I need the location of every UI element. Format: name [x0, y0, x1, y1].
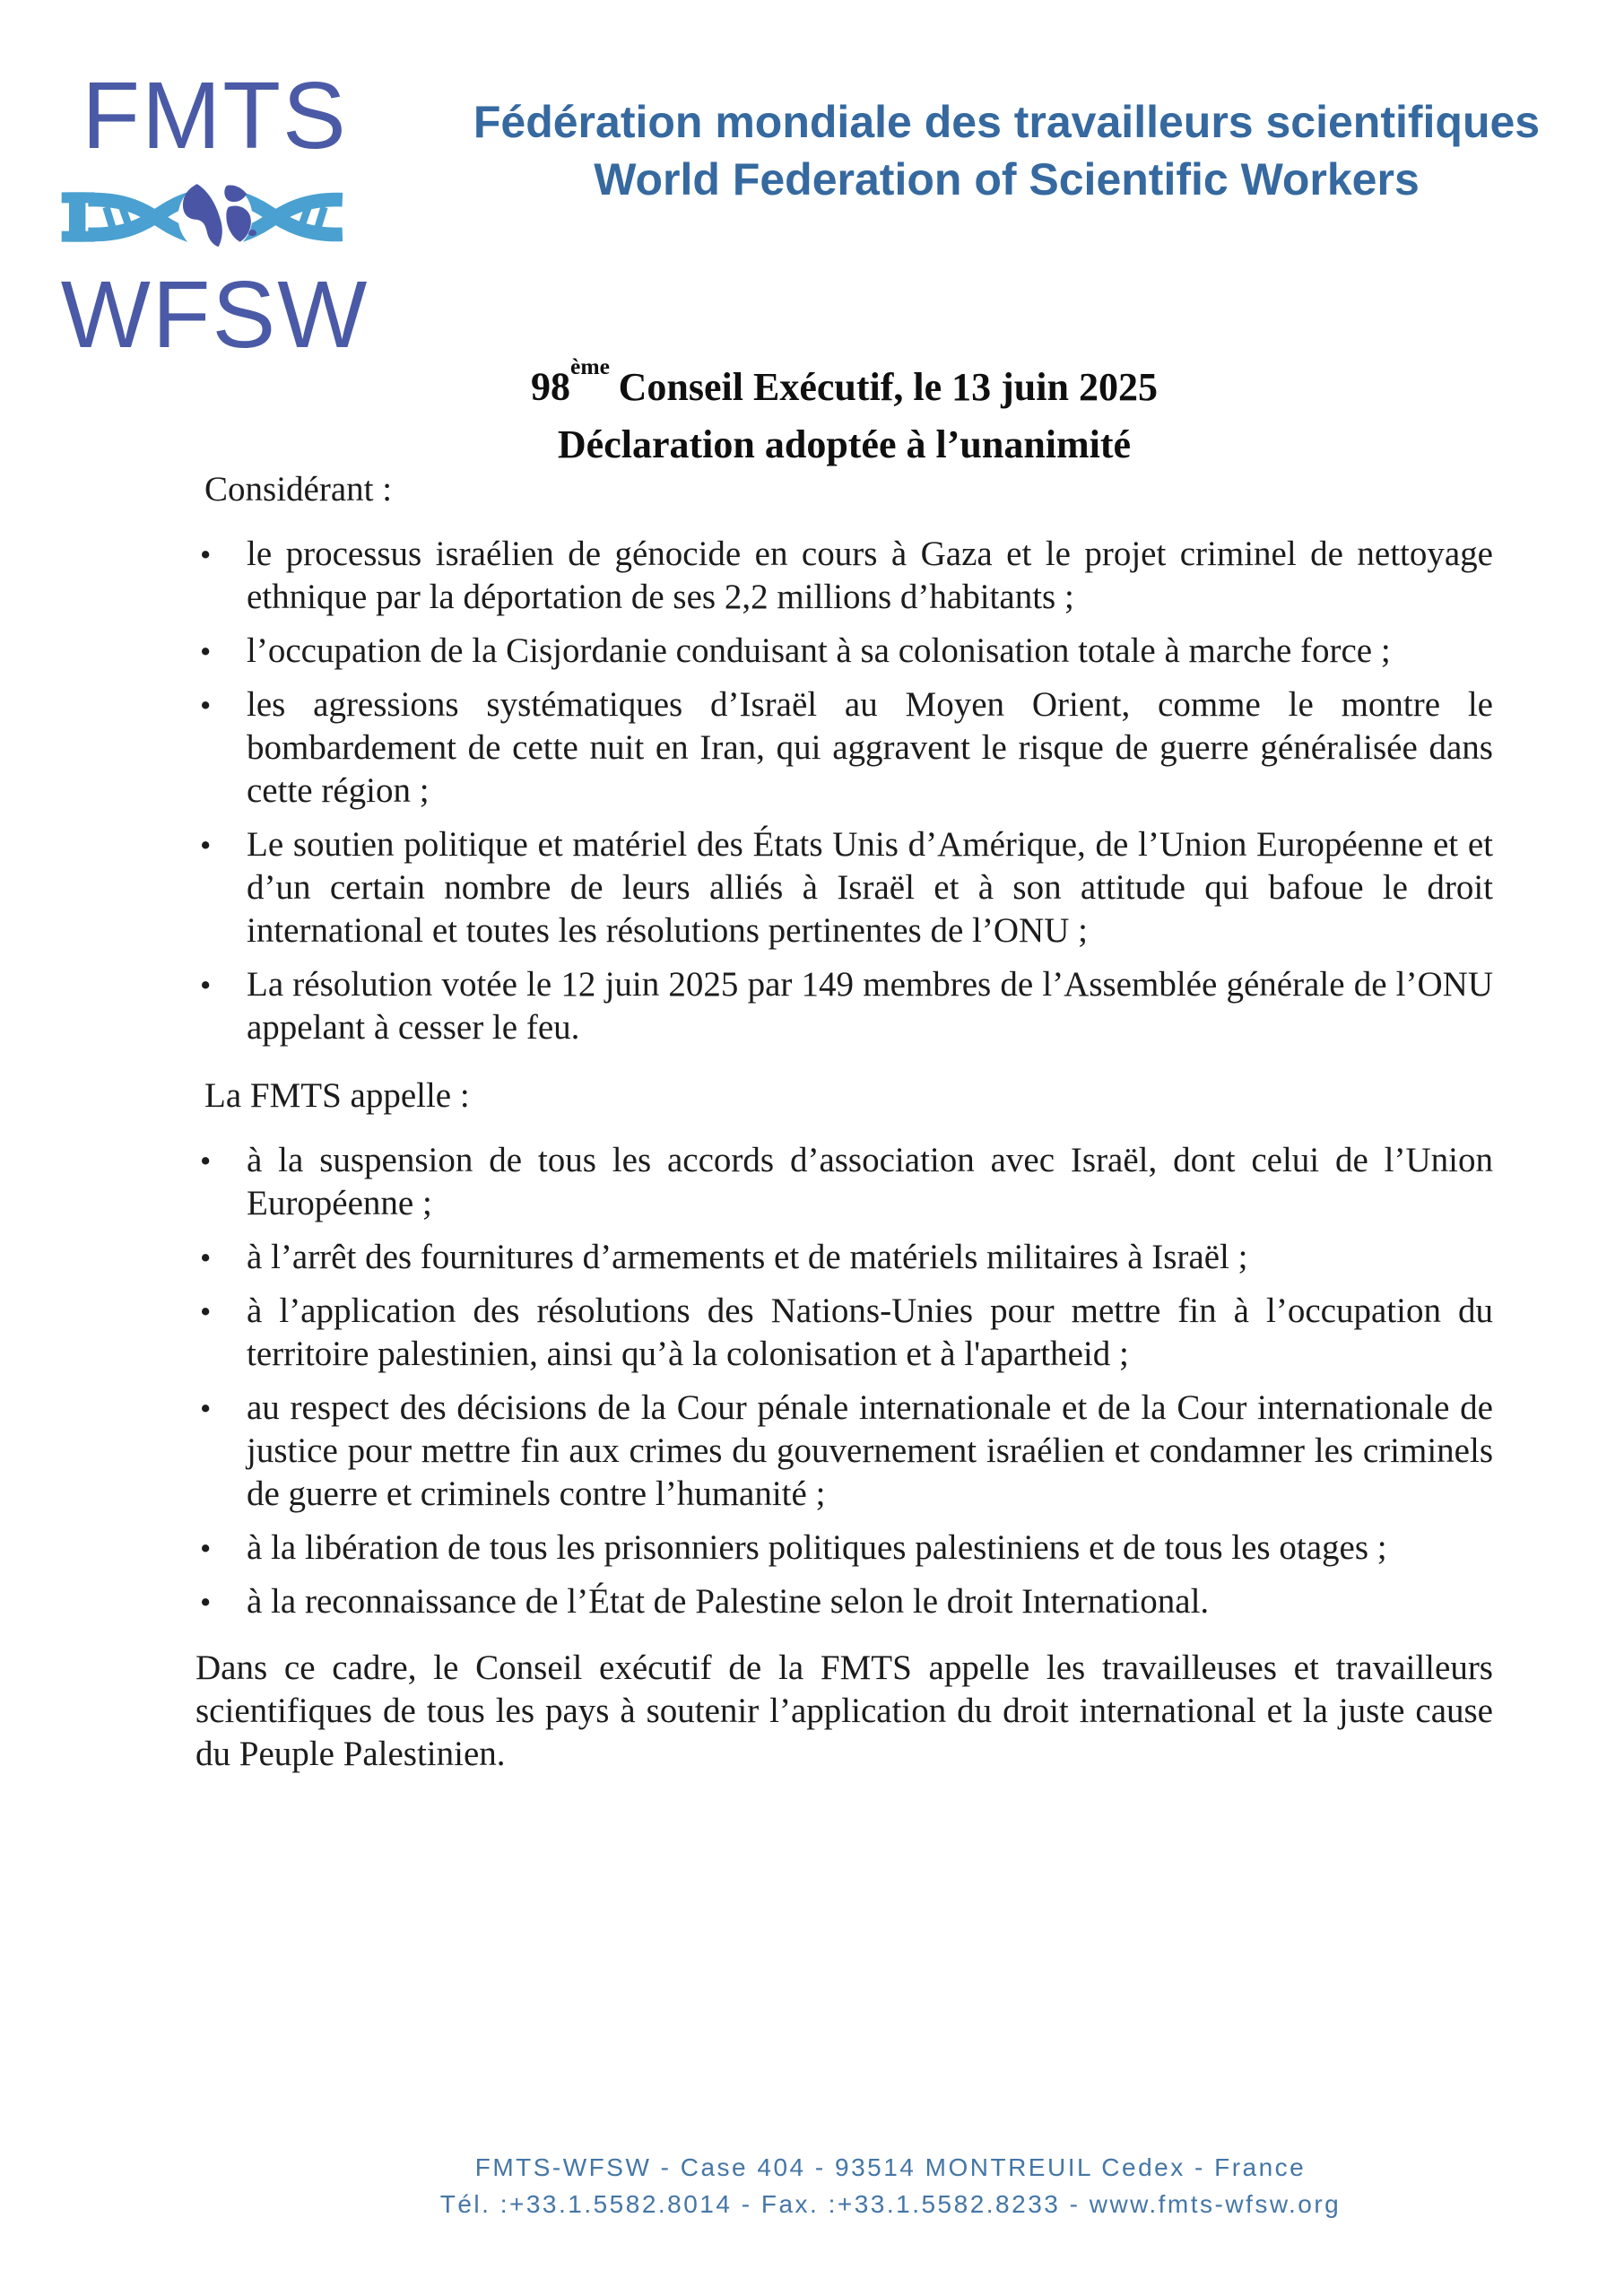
list-item: [195, 533, 1493, 619]
list-item: [195, 963, 1493, 1049]
list-item: [195, 1526, 1493, 1570]
bullet-icon: [200, 630, 211, 674]
list-item-text: à l’application des résolutions des Nations-Unies pour mettre fin à l’occupation du territoire palestinien, ainsi qu’à la colonisation et à l'apartheid ;: [247, 1292, 1493, 1373]
list-item: [195, 1290, 1493, 1376]
org-name-french: Fédération mondiale des travailleurs scientifiques: [473, 97, 1541, 147]
bullet-icon: [200, 1387, 211, 1431]
list-item: [195, 630, 1493, 673]
document-title: [195, 350, 1493, 474]
footer-address: FMTS-WFSW - Case 404 - 93514 MONTREUIL Cedex - France: [474, 2153, 1307, 2181]
bullet-icon: [200, 1290, 211, 1334]
bullet-icon: [200, 1580, 211, 1624]
bullet-icon: [200, 963, 211, 1007]
list-item: [195, 1580, 1493, 1623]
appeal-list: [195, 1139, 1493, 1623]
logo-fmts-text: FMTS: [82, 63, 348, 169]
dna-helix-globe-icon: [58, 174, 372, 260]
document-footer: [160, 2149, 1621, 2222]
list-item-text: les agressions systématiques d’Israël au Moyen Orient, comme le montre le bombardement de cette nuit en Iran, qui aggravent le risque de guerre généralisée dans cette région ;: [247, 685, 1493, 810]
declaration-body: [195, 468, 1493, 1776]
list-item-text: La résolution votée le 12 juin 2025 par 149 membres de l’Assemblée générale de l’ONU appelant à cesser le feu.: [247, 965, 1493, 1047]
appeal-heading: La FMTS appelle :: [204, 1076, 470, 1115]
list-item-text: à la libération de tous les prisonniers politiques palestiniens et de tous les otages ;: [247, 1528, 1387, 1567]
title-line-1: [195, 350, 1493, 416]
list-item: [195, 1387, 1493, 1516]
council-number: 98: [531, 364, 571, 409]
list-item: [195, 823, 1493, 952]
list-item-text: à la reconnaissance de l’État de Palestine selon le droit International.: [247, 1582, 1210, 1621]
bullet-icon: [200, 1236, 211, 1280]
bullet-icon: [200, 683, 211, 727]
list-item-text: le processus israélien de génocide en cours à Gaza et le projet criminel de nettoyage ethnique par la déportation de ses 2,2 millions d’habitants ;: [247, 535, 1493, 616]
bullet-icon: [200, 533, 211, 577]
closing-paragraph: Dans ce cadre, le Conseil exécutif de la FMTS appelle les travailleuses et travailleurs scientifiques de tous les pays à soutenir l’application du droit international et la juste cause du Peuple Palestinien.: [195, 1648, 1493, 1773]
title-line-2: Déclaration adoptée à l’unanimité: [557, 422, 1132, 466]
bullet-icon: [200, 1139, 211, 1183]
ordinal-suffix: ème: [570, 353, 610, 380]
list-item-text: à l’arrêt des fournitures d’armements et de matériels militaires à Israël ;: [247, 1238, 1248, 1276]
bullet-icon: [200, 823, 211, 867]
wfsw-logo: [29, 63, 401, 368]
list-item-text: au respect des décisions de la Cour pénale internationale et de la Cour internationale de justice pour mettre fin aux crimes du gouvernement israélien et condamner les criminels de guerre et criminels contre l’humanité ;: [247, 1388, 1493, 1513]
footer-contact: Tél. :+33.1.5582.8014 - Fax. :+33.1.5582.8233 - www.fmts-wfsw.org: [439, 2190, 1342, 2218]
org-names: [420, 93, 1594, 208]
list-item: [195, 683, 1493, 813]
considering-heading: Considérant :: [204, 470, 393, 509]
globe-icon: [178, 180, 256, 255]
title-rest: Conseil Exécutif, le 13 juin 2025: [618, 364, 1158, 409]
considering-list: [195, 533, 1493, 1049]
org-name-english: World Federation of Scientific Workers: [594, 154, 1420, 204]
logo-wfsw-text: WFSW: [60, 262, 369, 368]
bullet-icon: [200, 1526, 211, 1570]
list-item-text: l’occupation de la Cisjordanie conduisant à sa colonisation totale à marche force ;: [247, 631, 1391, 670]
list-item: [195, 1236, 1493, 1279]
list-item-text: Le soutien politique et matériel des États Unis d’Amérique, de l’Union Européenne et et d’un certain nombre de leurs alliés à Israël et à son attitude qui bafoue le droit international et toutes les résolutions pertinentes de l’ONU ;: [247, 825, 1493, 950]
list-item: [195, 1139, 1493, 1225]
list-item-text: à la suspension de tous les accords d’association avec Israël, dont celui de l’Union Européenne ;: [247, 1141, 1493, 1222]
